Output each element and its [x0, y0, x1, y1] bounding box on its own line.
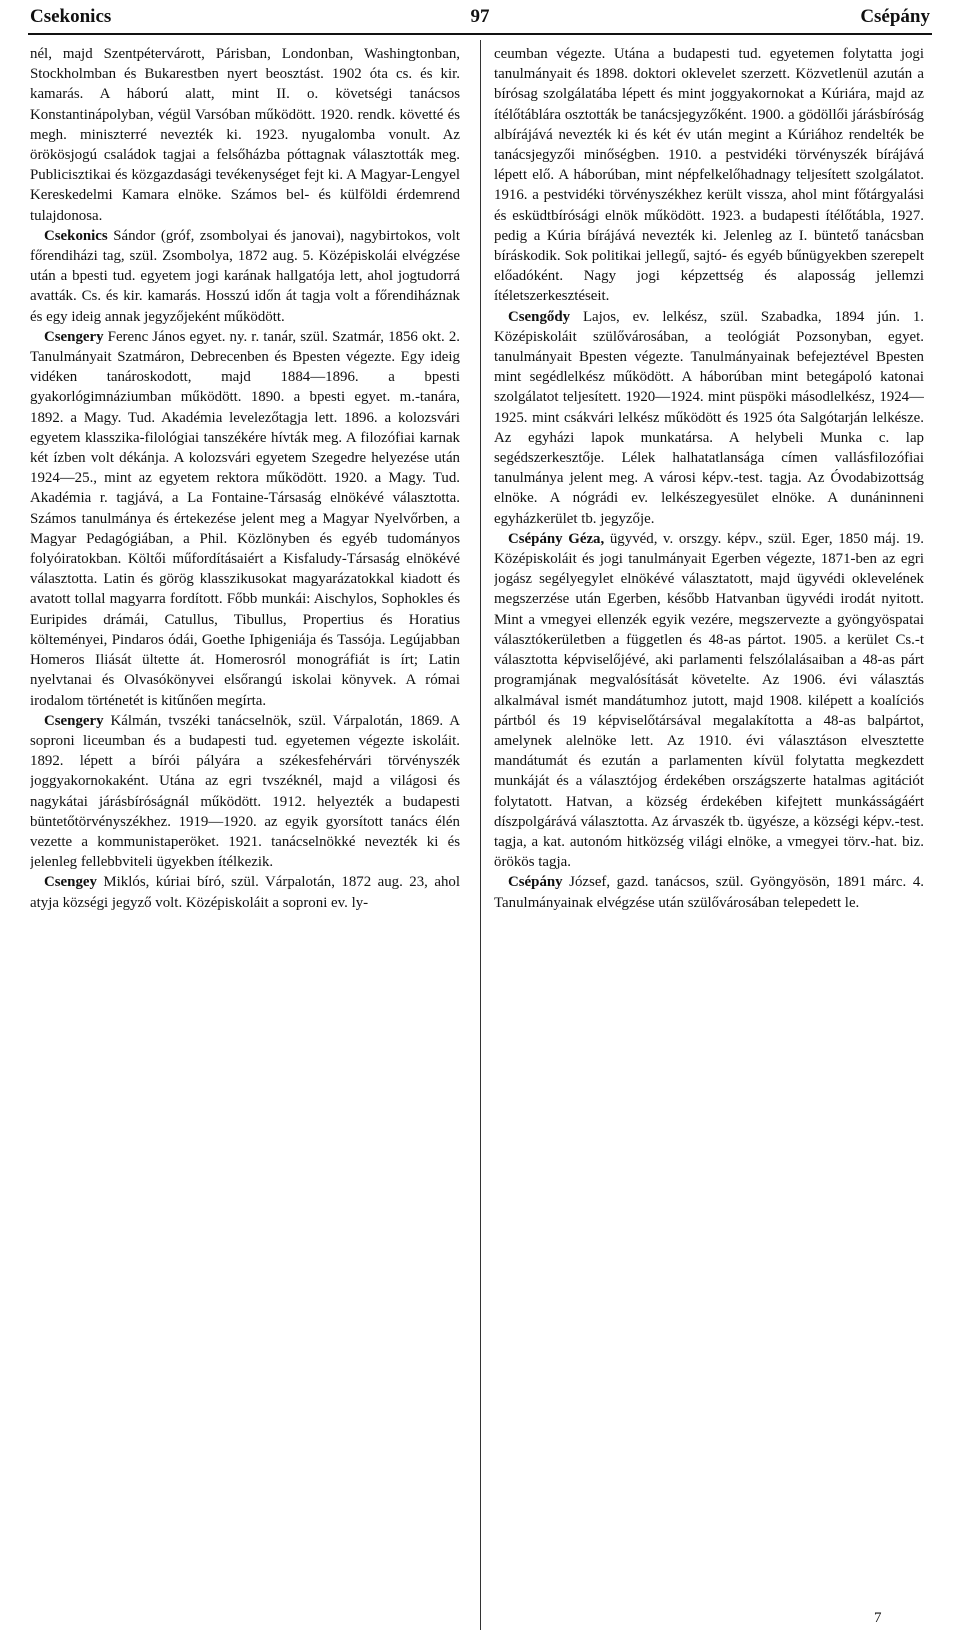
entry-text: ügyvéd, v. orszgy. képv., szül. Eger, 1850 máj. 19. Középiskoláit és jogi tanulmányait Egerben végezte, 1871-ben az egri jogász segélyegylet elnökévé választatott, majd ügyvédi oklevelének megszerzése után Egerben, később Hatvanban ügyvédi irodát nyitott. Mint a vmegyei ellenzék egyik vezére, megszervezte a gyöngyöspatai választókerületben a független és 48-as pártot. 1905. a kerület Cs.-t választotta képviselőjévé, aki parlamenti felszólalásaiban a 48-as párt programjának megvalósítását követelte. Az 1906. évi választás alkalmával ismét mandátumhoz jutott, majd 1908. kilépett a koalíciós pártból és 19 képviselőtársával megalakította a 48-as balpártot, amelynek alelnöke lett. Az 1910. évi választáson elvesztette mandátumát és ezután a parlamenten kívül folytatta megkezdett munkáját és a választójog érdekében országszerte hatalmas agitációt folytatott. Hatvan, a község érdekében kifejtett munkásságáért díszpolgárává választotta. Az árvaszék tb. ügyésze, a községi képv.-test. tagja, a kat. autonóm hitközség világi elnöke, a vmegyei törv.-hat. biz. örökös tagja. — [494, 530, 924, 871]
entry-headword: Csengődy — [508, 308, 571, 325]
header-right-keyword: Csépány — [860, 6, 930, 27]
entry-text: József, gazd. tanácsos, szül. Gyöngyösön, 1891 márc. 4. Tanulmányainak elvégzése után szülővárosában telepedett le. — [494, 874, 924, 911]
entry-text: Ferenc János egyet. ny. r. tanár, szül. Szatmár, 1856 okt. 2. Tanulmányait Szatmáron, Debrecenben és Bpesten végezte. Egy ideig vidéken tanároskodott, majd 1884—1896. a bpesti gyakorlógimnáziumban működött. 1890. a bpesti egyet. m.-tanára, 1892. a Magy. Tud. Akadémia levelezőtagja lett. 1896. a kolozsvári egyetem klasszika-filológiai tanszékére hívták meg. A filozófiai karnak két ízben volt dékánja. A kolozsvári egyetem Szegedre helyezése után 1924—25., mint az egyetem rektora működött. 1920. a Magy. Tud. Akadémia r. tagjává, a La Fontaine-Társaság elnökévé választotta. Számos tanulmánya és értekezése jelent meg a Magyar Nyelvőrben, a Magyar Pedagógiában, a Phil. Közlönyben és egyéb tudományos folyóiratokban. Költői műfordításaiért a Kisfaludy-Társaság elnökévé választotta. Latin és görög klasszikusokat magyarázatokkal kiadott és avatott tollal magyarra fordított. Főbb munkái: Aischylos, Sophokles és Euripides drámái, Catullus, Tibullus, Propertius és Horatius költeményei, Pindaros ódái, Goethe Iphigeniája és Tassója. Legújabban Homeros Iliását ültette át. Homerosról monográfiát is írt; Latin nyelvtanai és Olvasókönyvei elsőrangú iskolai könyvek. A római irodalom történetét is kitűnően megírta. — [30, 328, 460, 709]
entry — [494, 307, 924, 529]
entry-headword: Csépány Géza, — [508, 530, 605, 547]
entry-text: Kálmán, tvszéki tanácselnök, szül. Várpalotán, 1869. A soproni liceumban és a budapesti tud. egyetemen végezte iskoláit. 1892. lépett a bírói pályára a székesfehérvári törvényszék joggyakornokaként. Utána az egri tvszéknél, majd a világosi és nagykátai járásbíróságnál működött. 1912. helyezték a budapesti büntetőtörvényszékhez. 1919—1920. az egyik gyorsított tanács élén vezette a kommunistaperöket. 1921. tanácselnökké nevezték ki és jelenleg fellebbviteli ügyekben ítélkezik. — [30, 712, 460, 871]
entry-text: Sándor (gróf, zsombolyai és janovai), nagybirtokos, volt főrendiházi tag, szül. Zsombolya, 1872 aug. 5. Középiskolái elvégzése után a bpesti tud. egyetem jogi karának hallgatója lett, ahol jogtudorrá avatták. Cs. és kir. kamarás. Hosszú időn át tagja volt a főrendiháznak és egy ideig annak jegyzőjeként működött. — [30, 227, 460, 325]
entry-text: ceumban végezte. Utána a budapesti tud. egyetemen folytatta jogi tanulmányait és 1898. doktori oklevelet szerzett. Közvetlenül azután a bírósag szolgálatába lépett és mint joggyakornokat a Kúriára, majd az ítélőtáblára osztották be tanácsjegyzőként. 1900. a gödöllői járásbíróság albírájává nevezték ki és két év után megint a Kúriához rendelték be tanácsjegyzői minőségben. 1910. a pestvidéki törvényszék bírájává lépett elő. A háborúban, mint népfelkelőhadnagy teljesített szolgálatot. 1916. a pestvidéki törvényszékhez került vissza, ahol mint főtárgyalási és esküdtbírósági elnök működött. 1923. a budapesti ítélőtábla, 1927. pedig a Kúria bírájává nevezték ki. Jelenleg az I. büntető tanácsban bíráskodik. Sok politikai jellegű, sajtó- és egyéb bűnügyekben szerepelt előadóként. Nagy jogi képzettség és alaposság jellemzi ítéletszerkesztéseit. — [494, 46, 924, 305]
entry-text: nél, majd Szentpétervárott, Párisban, Londonban, Washingtonban, Stockholmban és Bukarestben nyert beosztást. 1902 óta cs. és kir. kamarás. A háború alatt, mint II. o. követségi tanácsos Konstantinápolyban, végül Varsóban működött. 1920. rendk. követté és megh. miniszterré nevezték ki. 1923. nyugalomba vonult. Az örökösjogú családok tagjai a felsőházba póttagnak választották meg. Publicisztikai és közgazdasági tevékenységet fejt ki. A Magyar-Lengyel Kereskedelmi Kamara elnöke. Számos bel- és külföldi érdemrend tulajdonosa. — [30, 46, 460, 224]
entry — [494, 529, 924, 872]
entry — [30, 327, 460, 711]
entry — [30, 44, 460, 226]
entry — [30, 872, 460, 912]
entry-headword: Csengey — [44, 874, 97, 891]
right-column — [494, 44, 924, 1634]
entry — [494, 872, 924, 912]
entry-headword: Csengery — [44, 712, 104, 729]
running-header — [28, 0, 932, 34]
entry-headword: Csekonics — [44, 227, 108, 244]
entry-headword: Csengery — [44, 328, 104, 345]
entry-text: Miklós, kúriai bíró, szül. Várpalotán, 1872 aug. 23, ahol atyja községi jegyző volt. Középiskoláit a soproni ev. ly- — [30, 874, 460, 911]
entry — [494, 44, 924, 307]
entry-headword: Csépány — [508, 874, 563, 891]
header-rule — [28, 33, 932, 35]
left-column — [30, 44, 460, 1634]
page-signature: 7 — [874, 1610, 882, 1626]
entry-text: Lajos, ev. lelkész, szül. Szabadka, 1894 jún. 1. Középiskoláit szülővárosában, a teológiát Pozsonyban, egyet. tanulmányait Bpesten végezte. Tanulmányainak befejeztével Bpesten mint segédlelkész működött. A háborúban mint betegápoló katonai szolgálatot teljesített. 1920—1924. mint püspöki másodlelkész, 1924—1925. mint csákvári lelkész működött és 1925 óta Salgótarján lelkésze. Az egyházi lapok munkatársa. A helybeli Munka c. lap segédszerkesztője. Lélek halhatatlansága címen vallásfilozófiai tanulmánya jelent meg. A városi képv.-test. tagja. Az Óvodabizottság elnöke. A nógrádi ev. lelkészegyesület elnöke. A dunáninneni egyházkerület tb. jegyzője. — [494, 308, 924, 527]
page-number: 97 — [470, 6, 490, 27]
entry — [30, 226, 460, 327]
entry — [30, 711, 460, 873]
column-divider — [480, 40, 481, 1630]
header-left-keyword: Csekonics — [30, 6, 112, 27]
